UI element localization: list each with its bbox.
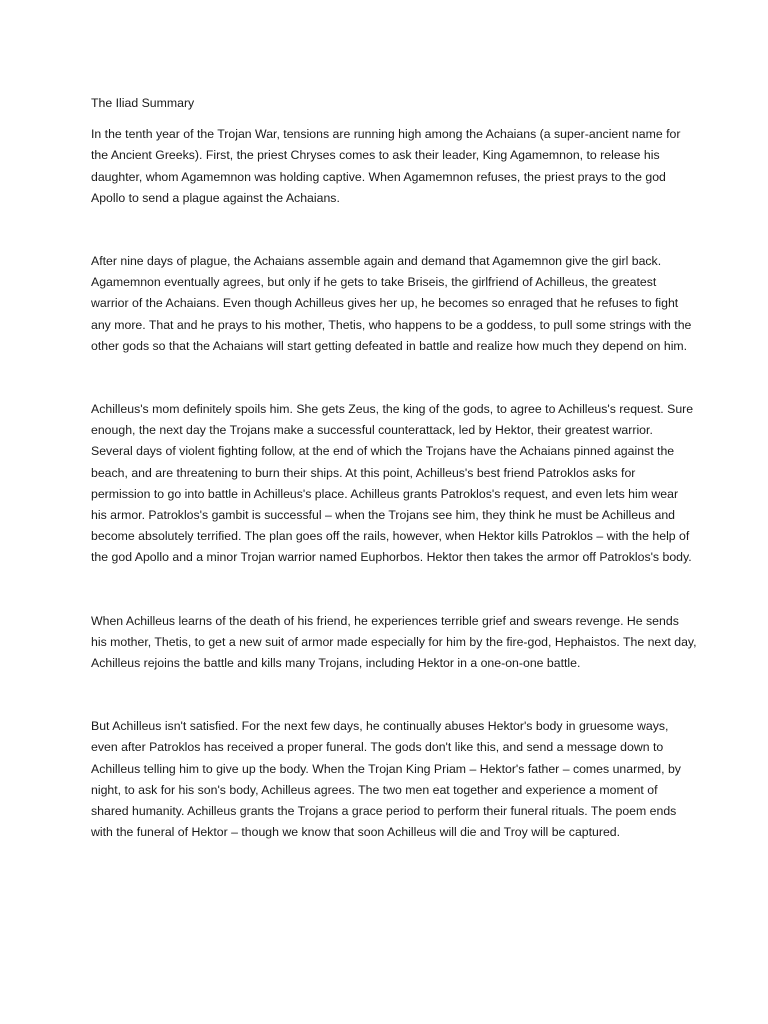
- paragraph-2: After nine days of plague, the Achaians assemble again and demand that Agamemnon give the girl back. Agamemnon eventually agrees, but only if he gets to take Briseis, the girlfriend of Achilleus, the greatest warrior of the Achaians. Even though Achilleus gives her up, he becomes so enraged that he refuses to fight any more. That and he prays to his mother, Thetis, who happens to be a goddess, to pull some strings with the other gods so that the Achaians will start getting defeated in battle and realize how much they depend on him.: [91, 254, 692, 353]
- document-title: The Iliad Summary: [91, 96, 195, 110]
- paragraph-4: When Achilleus learns of the death of his friend, he experiences terrible grief and swears revenge. He sends his mother, Thetis, to get a new suit of armor made especially for him by the fire-god, Hephaistos. The next day, Achilleus rejoins the battle and kills many Trojans, including Hektor in a one-on-one battle.: [91, 613, 697, 671]
- paragraph-5: But Achilleus isn't satisfied. For the next few days, he continually abuses Hektor's body in gruesome ways, even after Patroklos has received a proper funeral. The gods don't like this, and send a message down to Achilleus telling him to give up the body. When the Trojan King Priam – Hektor's father – comes unarmed, by night, to ask for his son's body, Achilleus agrees. The two men eat together and experience a moment of shared humanity. Achilleus grants the Trojans a grace period to perform their funeral rituals. The poem ends with the funeral of Hektor – though we know that soon Achilleus will die and Troy will be captured.: [91, 719, 681, 840]
- paragraph-1: In the tenth year of the Trojan War, tensions are running high among the Achaians (a super-ancient name for the Ancient Greeks). First, the priest Chryses comes to ask their leader, King Agamemnon, to release his daughter, whom Agamemnon was holding captive. When Agamemnon refuses, the priest prays to the god Apollo to send a plague against the Achaians.: [91, 127, 681, 205]
- document-page: [91, 93, 697, 843]
- paragraph-3: Achilleus's mom definitely spoils him. She gets Zeus, the king of the gods, to agree to Achilleus's request. Sure enough, the next day the Trojans make a successful counterattack, led by Hektor, their greatest warrior. Several days of violent fighting follow, at the end of which the Trojans have the Achaians pinned against the beach, and are threatening to burn their ships. At this point, Achilleus's best friend Patroklos asks for permission to go into battle in Achilleus's place. Achilleus grants Patroklos's request, and even lets him wear his armor. Patroklos's gambit is successful – when the Trojans see him, they think he must be Achilleus and become absolutely terrified. The plan goes off the rails, however, when Hektor kills Patroklos – with the help of the god Apollo and a minor Trojan warrior named Euphorbos. Hektor then takes the armor off Patroklos's body.: [91, 402, 694, 565]
